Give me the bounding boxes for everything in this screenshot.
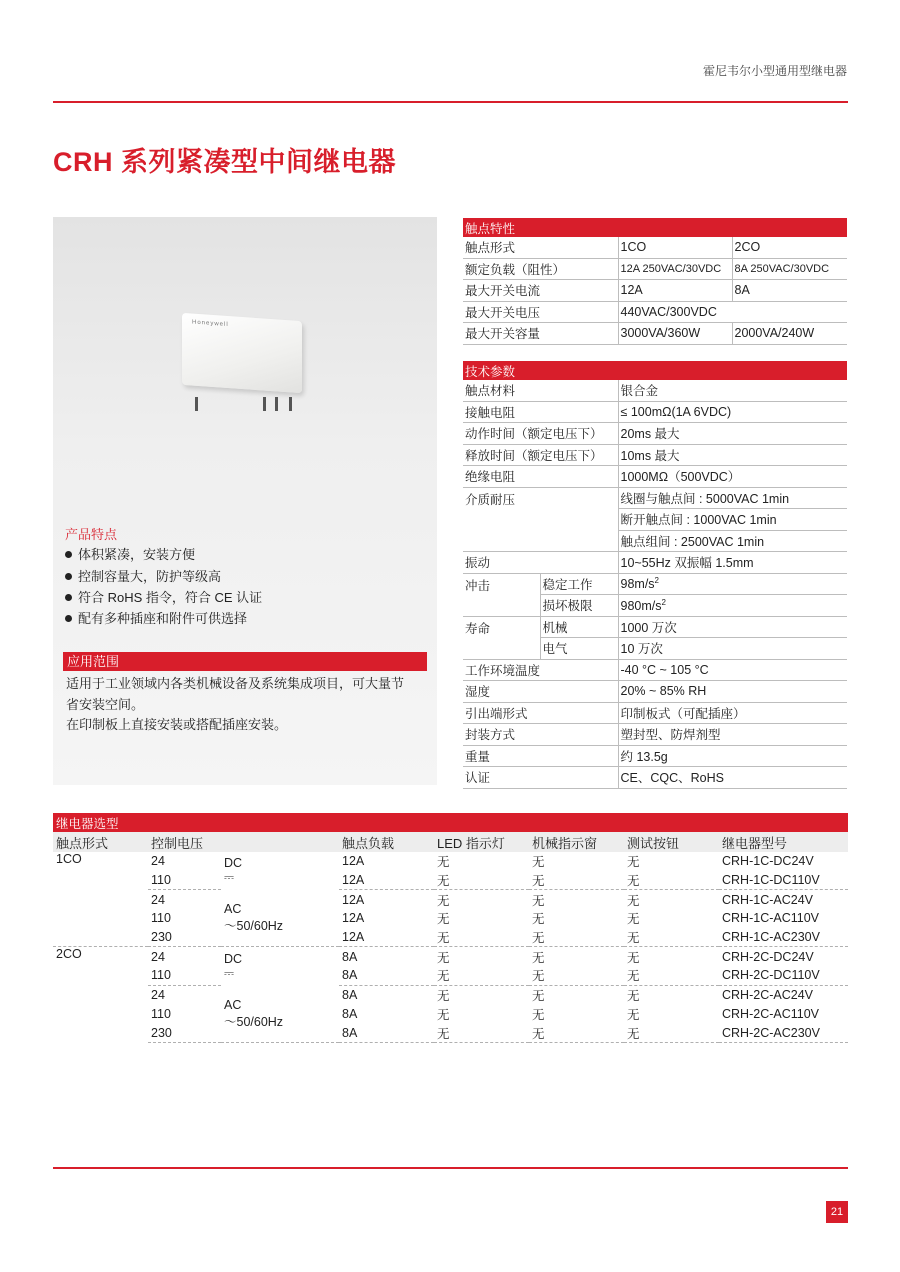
feature-item: 体积紧凑，安装方便: [65, 544, 195, 563]
bullet-icon: [65, 551, 72, 558]
table-row: 最大开关电流 12A 8A: [463, 280, 847, 302]
product-brand: Honeywell: [192, 319, 229, 329]
page-number: 21: [826, 1201, 848, 1223]
table-row: 1CO 24 DC ⎓ 12A 无 无 无 CRH-1C-DC24V: [53, 852, 848, 871]
contact-heading: 触点特性: [463, 218, 847, 237]
table-row: 介质耐压 线圈与触点间 : 5000VAC 1min: [463, 487, 847, 509]
table-row: 湿度 20% ~ 85% RH: [463, 681, 847, 703]
contact-table: [463, 218, 847, 345]
table-header-row: 触点形式 控制电压 触点负载 LED 指示灯 机械指示窗 测试按钮 继电器型号: [53, 832, 848, 852]
selection-heading: 继电器选型: [53, 813, 848, 832]
application-text: 适用于工业领域内各类机械设备及系统集成项目，可大量节 省安装空间。 在印制板上直接安装或搭配插座安装。: [66, 676, 405, 732]
table-row: 110 8A 无 无 无 CRH-2C-AC110V: [151, 1006, 820, 1022]
table-row: 110 12A 无 无 无 CRH-1C-AC110V: [151, 911, 820, 927]
feature-item: 配有多种插座和附件可供选择: [65, 608, 247, 627]
feature-item: 控制容量大，防护等级高: [65, 566, 221, 585]
relay-pin: [275, 397, 278, 411]
table-row: 冲击 稳定工作 $98m/s^2$: [463, 573, 847, 595]
table-row: 110 12A 无 无 无 CRH-1C-DC110V: [53, 871, 848, 890]
tech-table: [463, 361, 847, 789]
table-row: 触点形式 1CO 2CO: [463, 237, 847, 258]
table-row: 额定负载（阻性） 12A 250VAC/30VDC 8A 250VAC/30VDC: [463, 258, 847, 280]
table-row: 电气 10 万次: [463, 638, 847, 660]
table-row: 2CO 24 DC ⎓ 8A 无 无 无 CRH-2C-DC24V: [56, 947, 814, 980]
table-row: 寿命 机械 1000 万次: [463, 616, 847, 638]
page-title: CRH 系列紧凑型中间继电器: [53, 147, 396, 177]
selection-table: [53, 813, 848, 1043]
table-row: 引出端形式 印制板式（可配插座）: [463, 702, 847, 724]
table-row: 110 8A 无 无 无 CRH-2C-DC110V: [53, 966, 848, 985]
table-row: 触点组间 : 2500VAC 1min: [463, 530, 847, 552]
top-rule: [53, 101, 848, 103]
relay-pin: [289, 397, 292, 411]
bullet-icon: [65, 594, 72, 601]
table-row: 24 AC ～50/60Hz 12A 无 无 无 CRH-1C-AC24V: [53, 890, 848, 909]
relay-image: [182, 313, 302, 393]
table-row: 绝缘电阻 1000MΩ（500VDC）: [463, 466, 847, 488]
table-row: 释放时间（额定电压下） 10ms 最大: [463, 444, 847, 466]
bullet-icon: [65, 615, 72, 622]
tech-heading: 技术参数: [463, 361, 847, 380]
relay-pin: [263, 397, 266, 411]
table-row: 230 8A 无 无 无 CRH-2C-AC230V: [53, 1023, 848, 1042]
table-row: 损坏极限 $980m/s^2$: [463, 595, 847, 617]
table-row: 封装方式 塑封型、防焊剂型: [463, 724, 847, 746]
table-row: 触点材料 银合金: [463, 380, 847, 401]
table-row: 振动 10~55Hz 双振幅 1.5mm: [463, 552, 847, 574]
table-row: 认证 CE、CQC、RoHS: [463, 767, 847, 789]
table-row: 动作时间（额定电压下） 20ms 最大: [463, 423, 847, 445]
table-row: 重量 约 13.5g: [463, 745, 847, 767]
table-row: 接触电阻 ≤ 100mΩ(1A 6VDC): [463, 401, 847, 423]
table-row: 断开触点间 : 1000VAC 1min: [463, 509, 847, 531]
features-heading: 产品特点: [65, 527, 118, 542]
bullet-icon: [65, 573, 72, 580]
header-note: 霍尼韦尔小型通用型继电器: [702, 64, 847, 78]
relay-pin: [195, 397, 198, 411]
table-row: 最大开关电压 440VAC/300VDC: [463, 301, 847, 323]
bottom-rule: [53, 1167, 848, 1169]
table-row: 最大开关容量 3000VA/360W 2000VA/240W: [463, 323, 847, 345]
table-row: 24 AC ～50/60Hz 8A 无 无 无 CRH-2C-AC24V: [53, 985, 848, 1004]
application-heading: 应用范围: [63, 652, 427, 671]
table-row: 工作环境温度 -40 °C ~ 105 °C: [463, 659, 847, 681]
table-row: 230 12A 无 无 无 CRH-1C-AC230V: [53, 928, 848, 947]
feature-item: 符合 RoHS 指令，符合 CE 认证: [65, 587, 262, 606]
